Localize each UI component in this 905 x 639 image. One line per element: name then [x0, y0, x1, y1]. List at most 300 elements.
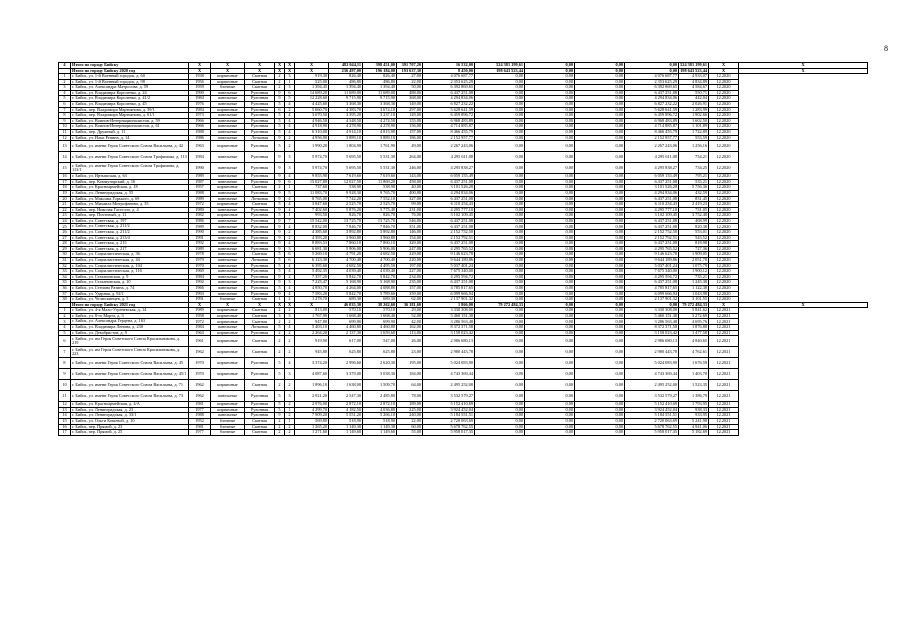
data-cell: Рулонная: [245, 174, 275, 180]
data-cell: 4 743 369,44: [625, 369, 679, 380]
total-cell: X: [709, 68, 739, 74]
data-cell: 4 299,70: [295, 407, 329, 413]
data-cell: 0,00: [475, 90, 525, 96]
data-cell: панельные: [211, 291, 245, 297]
data-cell: 5 184 551,51: [625, 413, 679, 419]
data-cell: 0,00: [475, 274, 525, 280]
total-cell: 79 272 484,33: [679, 302, 709, 308]
data-cell: 157,00: [397, 286, 423, 292]
total-cell: 198 643 523,44: [680, 68, 707, 73]
address-cell: г. Бийск, ул. Ильи Репина, д. 14: [71, 135, 189, 141]
data-cell: 4: [285, 358, 295, 369]
data-cell: 12.2020: [709, 235, 739, 241]
data-cell: 0,00: [525, 185, 575, 191]
data-cell: 0,00: [575, 308, 625, 314]
data-cell: Рулонная: [245, 263, 275, 269]
data-cell: Скатная: [245, 85, 275, 91]
row-number: 11: [59, 129, 71, 135]
data-cell: 2 264,20: [295, 330, 329, 336]
data-cell: 1992: [189, 280, 211, 286]
data-cell: 1 075,79: [679, 263, 709, 269]
data-cell: 1963: [189, 141, 211, 152]
data-cell: 9: [275, 235, 285, 241]
data-cell: панельные: [211, 263, 245, 269]
data-cell: 4: [285, 196, 295, 202]
data-cell: 0,00: [525, 330, 575, 336]
data-cell: 2 720 063,69: [423, 419, 475, 425]
data-cell: 2: [275, 85, 285, 91]
data-cell: 2 980 443,78: [625, 347, 679, 358]
data-cell: 113,00: [397, 330, 423, 336]
data-cell: 6 681,30: [295, 246, 329, 252]
data-cell: 0,00: [575, 185, 625, 191]
data-cell: 1 876,88: [679, 325, 709, 331]
row-number: 7: [59, 347, 71, 358]
data-cell: 735,21: [679, 274, 709, 280]
data-cell: 4 076 687,77: [625, 74, 679, 80]
data-cell: панельные: [211, 325, 245, 331]
data-cell: 0,00: [475, 190, 525, 196]
data-cell: 9 715,90: [329, 96, 363, 102]
data-cell: 4 383,70: [329, 107, 363, 113]
data-cell: 12.2021: [709, 358, 739, 369]
data-cell: 143,00: [397, 174, 423, 180]
data-cell: Скатная: [245, 319, 275, 325]
data-cell: 3 368,30: [329, 101, 363, 107]
data-cell: 0,00: [525, 252, 575, 258]
address-cell: г. Бийск, ул. Декабристов, д. 9: [71, 330, 189, 336]
data-cell: 2: [285, 424, 295, 430]
data-cell: 12.2020: [709, 79, 739, 85]
data-cell: кирпичные: [211, 79, 245, 85]
data-cell: 2: [285, 135, 295, 141]
address-cell: г. Бийск, ул. Александра Матросова, д. 59: [71, 85, 189, 91]
row-number: 3: [59, 319, 71, 325]
data-cell: 4 700,40: [329, 258, 363, 264]
data-cell: 6 459 896,72: [625, 113, 679, 119]
data-cell: 329,00: [397, 241, 423, 247]
data-cell: 5: [275, 252, 285, 258]
total-cell: X: [189, 63, 211, 69]
total-cell: X: [285, 302, 295, 308]
address-cell: г. Бийск, ул. Стахановская, д. 9: [71, 274, 189, 280]
row-number: 11: [59, 391, 71, 402]
data-cell: 1970: [189, 358, 211, 369]
data-cell: панельные: [211, 235, 245, 241]
data-cell: 5: [275, 202, 285, 208]
data-cell: 1988: [189, 129, 211, 135]
data-cell: 0,00: [575, 207, 625, 213]
data-cell: 4 393,20: [295, 235, 329, 241]
data-cell: 1972: [189, 202, 211, 208]
data-cell: 4 295 594,72: [625, 274, 679, 280]
data-cell: 3 889,10: [329, 135, 363, 141]
address-cell: г. Бийск, ул. Стахановская, д. 10: [71, 280, 189, 286]
data-cell: блочные: [211, 424, 245, 430]
row-number: 4: [59, 90, 71, 96]
data-cell: 0,00: [475, 358, 525, 369]
data-cell: 2: [285, 308, 295, 314]
data-cell: Рулонная: [245, 124, 275, 130]
address-cell: г. Бийск, ул. Социалистическая, д. 44: [71, 258, 189, 264]
data-cell: 3 532 579,27: [423, 391, 475, 402]
data-cell: 569,80: [295, 419, 329, 425]
data-cell: 0,00: [475, 79, 525, 85]
data-cell: 0,00: [525, 297, 575, 303]
data-cell: 1 900,12: [679, 269, 709, 275]
row-number: 1: [59, 308, 71, 314]
address-cell: г. Бийск, ул. Владимира Короленко, д. 45: [71, 101, 189, 107]
data-cell: 5: [285, 96, 295, 102]
data-cell: 0,00: [575, 241, 625, 247]
data-cell: 1973: [189, 113, 211, 119]
data-cell: 4 039,40: [329, 269, 363, 275]
data-cell: 2: [285, 235, 295, 241]
data-cell: 826,40: [363, 74, 397, 80]
data-cell: 12.2020: [709, 224, 739, 230]
data-cell: 6 437 251,08: [423, 196, 475, 202]
data-cell: 1958: [189, 313, 211, 319]
data-cell: 52,00: [397, 313, 423, 319]
data-cell: 7 552,10: [363, 196, 397, 202]
page-number: 8: [884, 44, 888, 53]
data-cell: 0,00: [475, 96, 525, 102]
data-cell: 6 437 251,08: [625, 241, 679, 247]
data-cell: 1962: [189, 380, 211, 391]
data-cell: 432,59: [679, 190, 709, 196]
data-cell: 518,90: [329, 419, 363, 425]
data-cell: 225,00: [397, 407, 423, 413]
data-cell: 1990: [189, 90, 211, 96]
data-cell: 1 793,95: [679, 402, 709, 408]
address-cell: г. Бийск, ул. имени Героя Советского Союза Васильева, д. 45/1: [71, 369, 189, 380]
data-cell: 5: [275, 124, 285, 130]
address-cell: г. Бийск, ул. имени Героя Советского Союза Трофимова, д. 113: [71, 152, 189, 163]
address-cell: г. Бийск, ул. Красноармейская, д. 18: [71, 185, 189, 191]
data-cell: 737,60: [295, 185, 329, 191]
total-cell: X: [189, 68, 211, 74]
row-number: 5: [59, 96, 71, 102]
total-cell: 0,00: [575, 63, 625, 69]
data-cell: 1992: [189, 241, 211, 247]
total-cell: 0,00: [525, 63, 575, 69]
data-cell: 146,00: [397, 230, 423, 236]
row-number: 35: [59, 280, 71, 286]
data-cell: 1962: [189, 391, 211, 402]
data-cell: 4 278,90: [363, 124, 397, 130]
row-number: 34: [59, 274, 71, 280]
data-cell: 2: [275, 347, 285, 358]
data-cell: Рулонная: [245, 274, 275, 280]
address-cell: г. Бийск, ул. Иртышская, д. 63: [71, 174, 189, 180]
data-cell: 3 101 526,28: [625, 185, 679, 191]
data-cell: 4 840,65: [679, 336, 709, 347]
data-cell: 488,00: [397, 90, 423, 96]
data-cell: 5 958 017,35: [625, 430, 679, 436]
data-cell: 12 228,60: [295, 96, 329, 102]
data-cell: 0,00: [575, 224, 625, 230]
data-cell: 9: [275, 230, 285, 236]
data-cell: 2 485,80: [363, 391, 397, 402]
total-cell: 0,00: [525, 302, 575, 308]
data-cell: 9 644 189,86: [423, 258, 475, 264]
data-cell: 0,00: [525, 230, 575, 236]
data-cell: Рулонная: [245, 369, 275, 380]
total-cell: 0,00: [575, 68, 625, 74]
data-cell: 553,59: [679, 135, 709, 141]
data-cell: 6 099 666,94: [423, 291, 475, 297]
data-cell: кирпичные: [211, 336, 245, 347]
data-cell: 8 372 371,58: [423, 325, 475, 331]
data-cell: 0,00: [475, 291, 525, 297]
data-cell: 0,00: [575, 118, 625, 124]
data-cell: 4 791,20: [329, 252, 363, 258]
data-cell: 0,00: [525, 129, 575, 135]
total-cell: X: [295, 68, 329, 74]
data-cell: 2: [285, 430, 295, 436]
data-cell: 3 286 563,48: [625, 319, 679, 325]
data-cell: 0,00: [575, 402, 625, 408]
data-cell: 1988: [189, 190, 211, 196]
data-cell: кирпичные: [211, 202, 245, 208]
data-cell: 0,00: [475, 113, 525, 119]
data-cell: 2: [275, 380, 285, 391]
data-cell: 6 395,60: [295, 263, 329, 269]
data-cell: 689,30: [329, 297, 363, 303]
data-cell: панельные: [211, 135, 245, 141]
table-row: [59, 152, 868, 163]
data-cell: 0,00: [525, 118, 575, 124]
data-cell: 12.2020: [709, 118, 739, 124]
data-cell: 2: [285, 380, 295, 391]
data-cell: 1993: [189, 291, 211, 297]
total-cell: X: [275, 68, 285, 74]
data-cell: 1986: [189, 218, 211, 224]
data-cell: 3 532 579,27: [625, 391, 679, 402]
data-cell: 2: [285, 330, 295, 336]
table-row: [59, 347, 868, 358]
data-cell: 0,00: [575, 380, 625, 391]
data-cell: 1 256,16: [679, 141, 709, 152]
data-cell: 0,00: [475, 369, 525, 380]
data-cell: 0,00: [525, 207, 575, 213]
data-cell: 0,00: [525, 407, 575, 413]
data-cell: 4 714 885,87: [625, 124, 679, 130]
data-cell: 2 986 680,13: [625, 336, 679, 347]
data-cell: 2: [285, 413, 295, 419]
data-cell: 6 437 251,08: [423, 224, 475, 230]
row-number: 25: [59, 224, 71, 230]
data-cell: 0,00: [575, 252, 625, 258]
row-number: 7: [59, 107, 71, 113]
data-cell: 1970: [189, 263, 211, 269]
data-cell: 0,00: [575, 336, 625, 347]
data-cell: 186,00: [397, 135, 423, 141]
data-cell: 12.2021: [709, 347, 739, 358]
data-cell: 0,00: [575, 113, 625, 119]
data-cell: 0,00: [575, 258, 625, 264]
data-cell: 0,00: [575, 286, 625, 292]
data-cell: 6 123,30: [295, 258, 329, 264]
data-cell: 0,00: [475, 218, 525, 224]
data-cell: 220,00: [397, 258, 423, 264]
address-cell: г. Бийск, ул. Советская, д. 211/2: [71, 230, 189, 236]
data-cell: 689,30: [363, 297, 397, 303]
data-cell: 6 110 254,43: [423, 202, 475, 208]
row-number: 15: [59, 163, 71, 174]
address-cell: г. Бийск, пер. Прямой, д. 23: [71, 424, 189, 430]
data-cell: 0,00: [525, 224, 575, 230]
data-cell: 1981: [189, 424, 211, 430]
data-cell: Рулонная: [245, 207, 275, 213]
data-cell: 4: [285, 202, 295, 208]
address-cell: г. Бийск, пер. Владимира Мартьянова, д. 39/1: [71, 107, 189, 113]
data-cell: 4 460,80: [363, 325, 397, 331]
data-cell: Лотковая: [245, 135, 275, 141]
data-cell: 0,00: [525, 358, 575, 369]
data-cell: 12.2021: [709, 391, 739, 402]
total-cell: X: [739, 63, 868, 69]
data-cell: Рулонная: [245, 235, 275, 241]
data-cell: 4 274,50: [363, 118, 397, 124]
data-cell: 1 283,99: [679, 107, 709, 113]
data-cell: 2 495 252,00: [625, 380, 679, 391]
data-cell: 0,00: [475, 330, 525, 336]
data-cell: кирпичные: [211, 185, 245, 191]
data-cell: 1 403,78: [679, 369, 709, 380]
data-cell: панельные: [211, 179, 245, 185]
data-cell: 0,00: [475, 286, 525, 292]
data-cell: Скатная: [245, 424, 275, 430]
data-cell: 2: [275, 308, 285, 314]
address-cell: г. Бийск, ул. Ленинградская, д. 55: [71, 190, 189, 196]
data-cell: 0,00: [525, 274, 575, 280]
data-cell: 0,00: [575, 213, 625, 219]
data-cell: 5: [275, 325, 285, 331]
data-cell: 7 860,10: [329, 241, 363, 247]
data-cell: 0,00: [525, 90, 575, 96]
data-cell: 0,00: [525, 419, 575, 425]
data-cell: 0,00: [575, 124, 625, 130]
data-cell: 5 906,00: [363, 246, 397, 252]
data-cell: 0,00: [475, 336, 525, 347]
data-cell: Рулонная: [245, 358, 275, 369]
data-cell: 1987: [189, 179, 211, 185]
data-cell: кирпичные: [211, 369, 245, 380]
total-cell: X: [245, 68, 275, 74]
data-cell: 4 294 834,06: [423, 96, 475, 102]
data-cell: 1952: [189, 419, 211, 425]
data-cell: 4: [285, 269, 295, 275]
data-cell: 5 775,40: [363, 207, 397, 213]
data-cell: 1 659,60: [363, 330, 397, 336]
data-cell: 1991: [189, 235, 211, 241]
data-cell: 0,00: [525, 424, 575, 430]
data-cell: 12.2021: [709, 402, 739, 408]
data-cell: 5 842,70: [329, 291, 363, 297]
data-cell: 1 271,60: [295, 430, 329, 436]
data-cell: 2 996,60: [329, 358, 363, 369]
total-cell: 36 181,60: [397, 302, 423, 308]
data-cell: 5 974,70: [295, 163, 329, 174]
data-cell: 3 924 452,04: [423, 407, 475, 413]
address-cell: г. Бийск, пер. Прямой, д. 25: [71, 430, 189, 436]
data-cell: 5 842,70: [363, 274, 397, 280]
data-cell: 0,00: [475, 118, 525, 124]
data-cell: 3: [285, 391, 295, 402]
data-cell: Рулонная: [245, 269, 275, 275]
data-cell: 1 394,40: [329, 85, 363, 91]
data-cell: 7 860,10: [363, 241, 397, 247]
total-cell: 236 497,00: [329, 68, 363, 74]
data-cell: 5: [275, 213, 285, 219]
data-cell: 7 402,60: [295, 207, 329, 213]
row-number: 38: [59, 297, 71, 303]
data-cell: 1 761,90: [363, 141, 397, 152]
data-cell: 0,00: [475, 319, 525, 325]
data-cell: 11 083,70: [295, 190, 329, 196]
data-cell: 0,00: [475, 297, 525, 303]
data-cell: 2 525,70: [363, 202, 397, 208]
data-cell: 5 876,20: [329, 207, 363, 213]
data-cell: 1966: [189, 286, 211, 292]
data-cell: 0,00: [475, 391, 525, 402]
row-number: 5: [59, 330, 71, 336]
data-cell: 4 495,50: [363, 263, 397, 269]
data-cell: 7 225,47: [295, 280, 329, 286]
data-cell: 9 765,70: [363, 190, 397, 196]
data-cell: 2: [285, 230, 295, 236]
total-cell: X: [189, 302, 211, 308]
data-cell: 0,00: [575, 107, 625, 113]
total-cell: X: [739, 68, 868, 74]
data-cell: 2 921,20: [295, 391, 329, 402]
data-cell: 0,00: [475, 407, 525, 413]
data-cell: 12.2020: [709, 129, 739, 135]
data-cell: 5 037 401,24: [423, 263, 475, 269]
data-cell: 2: [285, 107, 295, 113]
data-cell: 1989: [189, 308, 211, 314]
row-number: 28: [59, 241, 71, 247]
data-cell: 5: [285, 190, 295, 196]
data-cell: 2: [275, 74, 285, 80]
data-cell: 5 269,10: [295, 252, 329, 258]
data-cell: 157,00: [397, 129, 423, 135]
data-cell: 1990: [189, 230, 211, 236]
data-cell: 4: [285, 291, 295, 297]
row-number: 4: [59, 63, 71, 69]
data-cell: 5 492,35: [295, 269, 329, 275]
data-cell: 3 379,00: [329, 369, 363, 380]
data-cell: 9: [275, 196, 285, 202]
row-number: 26: [59, 230, 71, 236]
data-cell: 4 278,90: [329, 124, 363, 130]
data-cell: 12 027,50: [329, 179, 363, 185]
data-cell: 0,00: [475, 101, 525, 107]
data-cell: 1: [285, 407, 295, 413]
data-cell: Рулонная: [245, 330, 275, 336]
data-cell: 993,50: [295, 213, 329, 219]
data-cell: 3 272,69: [679, 313, 709, 319]
data-cell: 0,00: [575, 96, 625, 102]
data-cell: 2: [285, 402, 295, 408]
data-cell: 1964: [189, 330, 211, 336]
data-cell: 0,00: [525, 391, 575, 402]
data-cell: 0,00: [475, 235, 525, 241]
data-cell: панельные: [211, 113, 245, 119]
total-cell: X: [709, 63, 739, 69]
data-cell: 0,00: [525, 213, 575, 219]
